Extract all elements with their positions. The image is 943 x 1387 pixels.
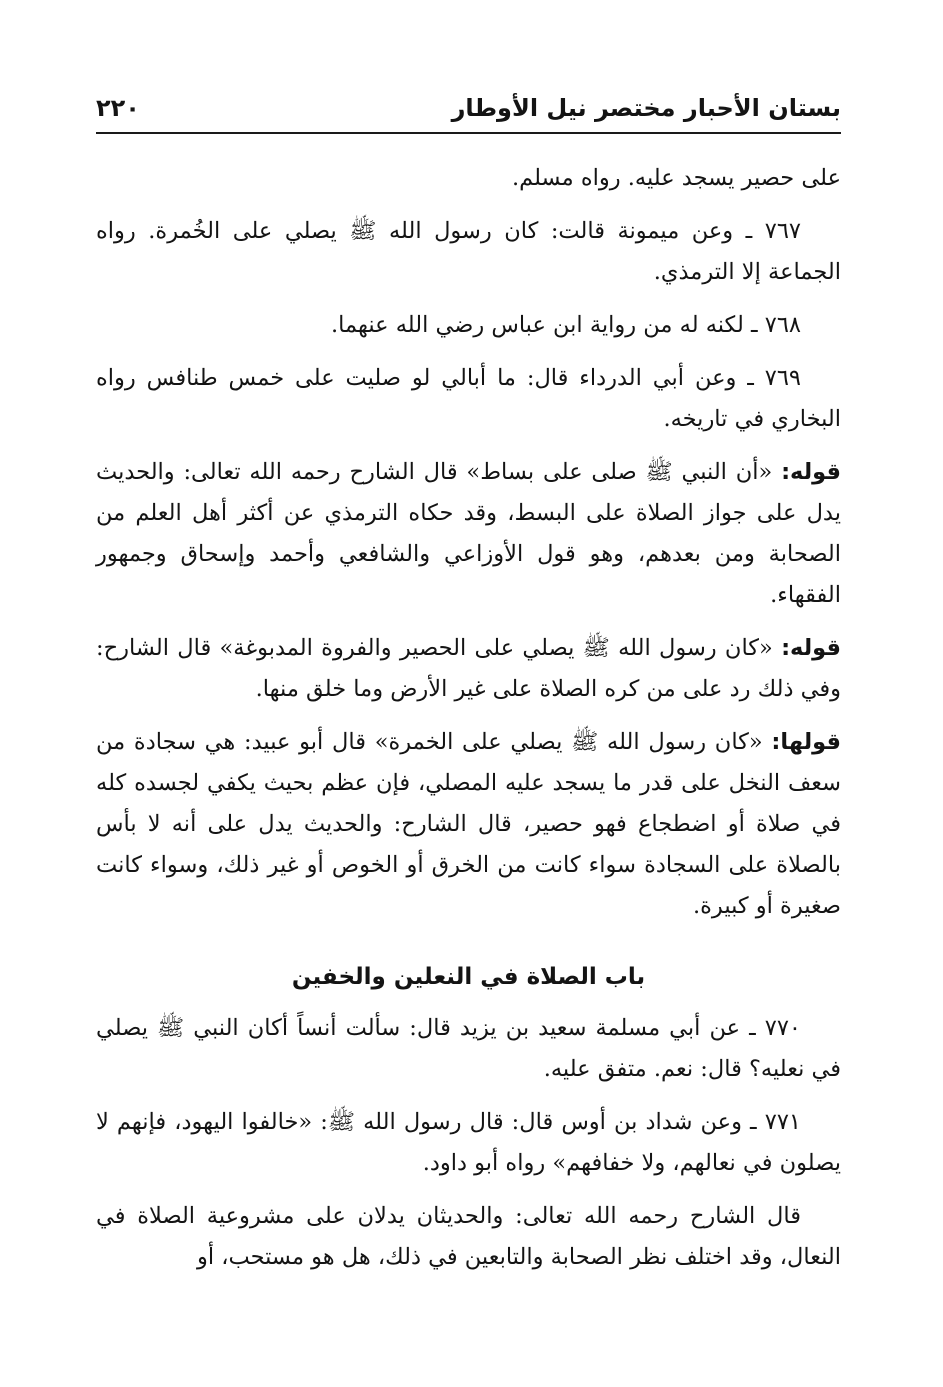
running-title: بستان الأحبار مختصر نيل الأوطار <box>451 94 841 122</box>
paragraph-text: قال الشارح رحمه الله تعالى: والحديثان يدلان على مشروعية الصلاة في النعال، وقد اختلف نظر الصحابة والتابعين في ذلك، هل هو مستحب، أو <box>96 1203 841 1270</box>
paragraph <box>96 722 841 927</box>
paragraph <box>96 628 841 710</box>
paragraph <box>96 211 841 293</box>
page-header <box>96 88 841 134</box>
paragraphs-after-section <box>96 1008 841 1278</box>
paragraph-lead: قوله: <box>781 459 841 485</box>
paragraphs-before-section <box>96 158 841 927</box>
paragraph <box>96 1196 841 1278</box>
section-title: باب الصلاة في النعلين والخفين <box>291 964 646 990</box>
paragraph-text: «كان رسول الله ﷺ يصلي على الخمرة» قال أبو عبيد: هي سجادة من سعف النخل على قدر ما يسجد عليه المصلي، فإن عظم بحيث يكفي لجسده كله في صلاة أو اضطجاع فهو حصير، قال الشارح: والحديث يدل على أنه لا بأس بالصلاة على السجادة سواء كانت من الخرق أو الخوص أو غير ذلك، وسواء كانت صغيرة أو كبيرة. <box>96 729 841 919</box>
paragraph-text: على حصير يسجد عليه. رواه مسلم. <box>511 165 841 191</box>
paragraph-text: «أن النبي ﷺ صلى على بساط» قال الشارح رحمه الله تعالى: والحديث يدل على جواز الصلاة على البسط، وقد حكاه الترمذي عن أكثر أهل العلم من الصحابة ومن بعدهم، وهو قول الأوزاعي والشافعي وأحمد وإسحاق وجمهور الفقهاء. <box>96 459 841 608</box>
paragraph-lead: قوله: <box>781 635 841 661</box>
paragraph-text: ٧٧٠ ـ عن أبي مسلمة سعيد بن يزيد قال: سألت أنساً أكان النبي ﷺ يصلي في نعليه؟ قال: نعم. متفق عليه. <box>96 1015 841 1082</box>
paragraph-lead: قولها: <box>771 729 841 755</box>
paragraph <box>96 452 841 616</box>
paragraph <box>96 1102 841 1184</box>
paragraph-text: ٧٦٩ ـ وعن أبي الدرداء قال: ما أبالي لو صليت على خمس طنافس رواه البخاري في تاريخه. <box>96 365 841 432</box>
paragraph-text: ٧٦٧ ـ وعن ميمونة قالت: كان رسول الله ﷺ يصلي على الخُمرة. رواه الجماعة إلا الترمذي. <box>96 218 841 285</box>
paragraph-text: ٧٦٨ ـ لكنه له من رواية ابن عباس رضي الله عنهما. <box>330 312 801 338</box>
page-body <box>96 158 841 1290</box>
paragraph <box>96 1008 841 1090</box>
page-number: ٢٢٠ <box>96 94 140 122</box>
paragraph-text: «كان رسول الله ﷺ يصلي على الحصير والفروة المدبوغة» قال الشارح: وفي ذلك رد على من كره الصلاة على غير الأرض وما خلق منها. <box>96 635 841 702</box>
paragraph <box>96 358 841 440</box>
paragraph-text: ٧٧١ ـ وعن شداد بن أوس قال: قال رسول الله ﷺ: «خالفوا اليهود، فإنهم لا يصلون في نعالهم، ولا خفافهم» رواه أبو داود. <box>96 1109 841 1176</box>
paragraph <box>96 305 841 346</box>
paragraph <box>96 158 841 199</box>
